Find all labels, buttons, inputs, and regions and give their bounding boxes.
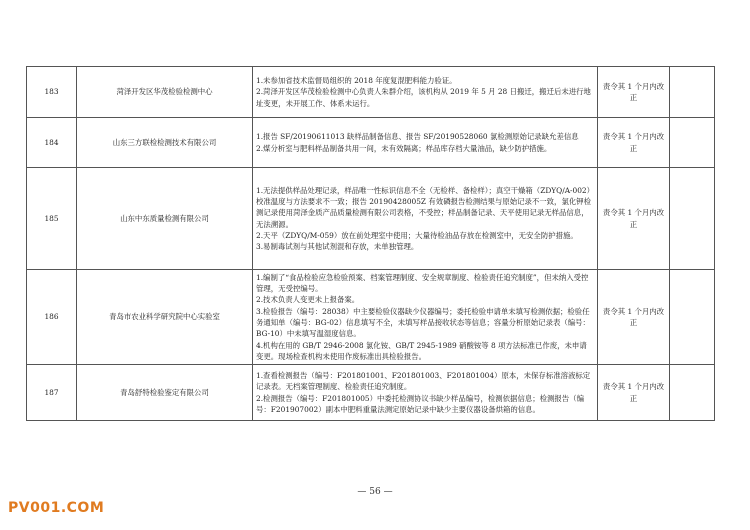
issues-cell xyxy=(253,67,598,118)
remarks-cell xyxy=(670,67,715,118)
action-required: 责令其 1 个月内改正 xyxy=(598,365,670,421)
issue-item: 1.未参加省技术监督局组织的 2018 年度复混肥料能力验证。 xyxy=(256,76,457,86)
issue-item: 2.菏泽开发区华茂检验检测中心负责人朱群介绍，该机构从 2019 年 5 月 28 日搬迁，搬迁后未进行地址变更，未开展工作、体系未运行。 xyxy=(256,87,591,108)
issue-item: 2.煤分析室与肥料样品制备共用一间，未有效隔离；样品库存档大量油品，缺少防护措施。 xyxy=(256,143,552,153)
action-required: 责令其 1 个月内改正 xyxy=(598,168,670,270)
issue-item: 1.编制了“食品检验应急检验预案、档案管理制度、安全规章制度、检验责任追究制度”，但未纳入受控管理，无受控编号。 xyxy=(256,272,589,294)
action-required: 责令其 1 个月内改正 xyxy=(598,118,670,168)
table-row xyxy=(27,118,715,168)
issue-item: 2.天平（ZDYQ/M-059）放在前处理室中使用；大量待检油品存放在检测室中，无安全防护措施。 xyxy=(256,230,578,240)
site-watermark: PV001.COM xyxy=(8,500,105,516)
issues-cell xyxy=(253,118,598,168)
remarks-cell xyxy=(670,168,715,270)
table-row xyxy=(27,270,715,365)
organization-name: 菏泽开发区华茂检验检测中心 xyxy=(77,67,253,118)
issue-item: 3.检验报告（编号：28038）中主要检验仪器缺少仪器编号；委托检验申请单未填写检测依据；检验任务通知单（编号：BG-02）信息填写不全，未填写样品接收状态等信息；容量分析原始记录表（编号：BG-10）中未填写温湿度信息。 xyxy=(256,306,590,339)
issue-item: 3.易制毒试剂与其他试剂混和存放，未单独管理。 xyxy=(256,242,419,252)
remarks-cell xyxy=(670,270,715,365)
action-required: 责令其 1 个月内改正 xyxy=(598,270,670,365)
issue-item: 2.检测报告（编号：F201801005）中委托检测协议书缺少样品编号，检测依据信息；检测报告（编号：F201907002）副本中肥料重量法测定原始记录中缺少主要仪器设备烘箱的信息。 xyxy=(256,393,584,414)
issues-cell xyxy=(253,270,598,365)
row-number: 187 xyxy=(27,365,77,421)
issue-item: 1.报告 SF/20190611013 缺样品制备信息、报告 SF/20190528060 氯检测原始记录缺允差信息 xyxy=(256,132,579,142)
issue-item: 2.技术负责人变更未上报备案。 xyxy=(256,295,360,305)
remarks-cell xyxy=(670,365,715,421)
organization-name: 山东中东质量检测有限公司 xyxy=(77,168,253,270)
inspection-results-table xyxy=(26,66,715,421)
row-number: 183 xyxy=(27,67,77,118)
table-row xyxy=(27,168,715,270)
remarks-cell xyxy=(670,118,715,168)
page-number: — 56 — xyxy=(357,487,393,497)
organization-name: 青岛市农业科学研究院中心实验室 xyxy=(77,270,253,365)
row-number: 184 xyxy=(27,118,77,168)
action-required: 责令其 1 个月内改正 xyxy=(598,67,670,118)
table-row xyxy=(27,67,715,118)
row-number: 186 xyxy=(27,270,77,365)
issue-item: 1.查看检测报告（编号：F201801001、F201801003、F201801004）原本，未保存标准溶液标定记录表。无档案管理制度、检验责任追究制度。 xyxy=(256,370,591,392)
row-number: 185 xyxy=(27,168,77,270)
issues-cell xyxy=(253,365,598,421)
organization-name: 青岛舒特检验鉴定有限公司 xyxy=(77,365,253,421)
organization-name: 山东三方联检检测技术有限公司 xyxy=(77,118,253,168)
table-body xyxy=(27,67,715,421)
issues-cell xyxy=(253,168,598,270)
issue-item: 4.机构在用的 GB/T 2946-2008 氯化铵、GB/T 2945-1989 硝酸铵等 8 项方法标准已作废，未申请变更。现场检查机构未使用作废标准出具检验报告。 xyxy=(256,340,587,361)
issue-item: 1.无法提供样品处理记录，样品唯一性标识信息不全（无检样、备检样）；真空干燥箱（ZDYQ/A-002）校准温度与方法要求不一致；报告 20190428005Z 有效磷报告检测结果与原始记录不一致，氯化钾检测记录使用菏泽金质产品质量检测有限公司表格，不受控；样品制备记录、天平使用记录无样品信息，无法溯源。 xyxy=(256,185,592,229)
table-row xyxy=(27,365,715,421)
